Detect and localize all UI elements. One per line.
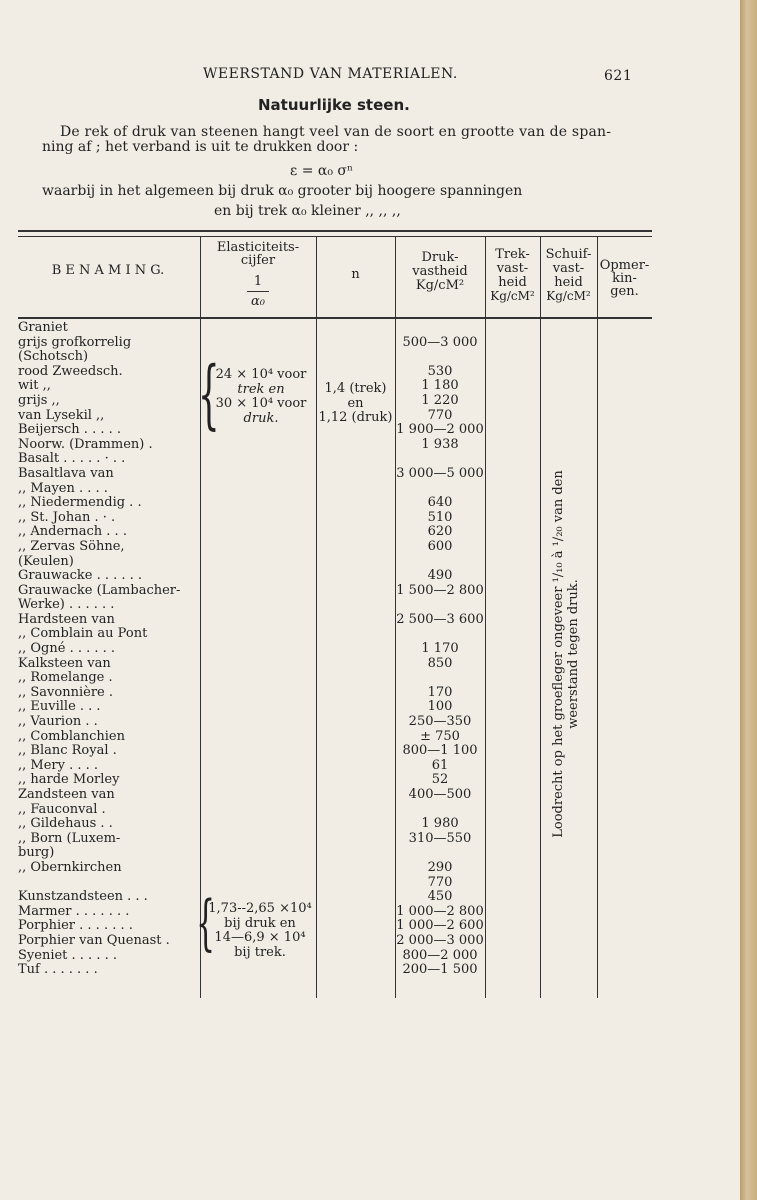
stone-name: Porphier van Quenast . [18,932,170,948]
section-title: Natuurlijke steen. [258,96,410,114]
stone-name: ,, Romelange . [18,670,113,686]
stone-name: ,, Euville . . . [18,699,101,715]
druk-value: 400—500 [408,787,472,802]
druk-value: 61 [431,757,449,773]
stone-name: burg) [18,845,55,861]
elasticiteit-granite: 24 × 10⁴ voor trek en 30 × 10⁴ voor druk. [215,367,307,426]
druk-value: 250—350 [408,714,472,730]
schuifvastheid-note: Loodrecht op het groefleger ongeveer ¹/₁₀ à ¹/₂₀ van den weerstand tegen druk. [551,470,581,838]
stone-name: ,, Mayen . . . . [18,480,108,496]
stone-name: ,, Vaurion . . [18,714,98,730]
stone-name: ,, Ogné . . . . . . [18,641,116,657]
stone-name: Basalt . . . . . · . . [18,451,126,467]
druk-value: 450 [427,889,453,905]
druk-value: ± 750 [420,728,460,744]
stone-name: ,, Niedermendig . . [18,495,142,511]
druk-value: 770 [427,407,453,423]
druk-value: 52 [431,772,449,788]
stone-name: ,, Savonnière . [18,684,113,700]
druk-value: 1 170 [421,641,459,657]
druk-value: 1 500—2 800 [396,582,484,598]
col-divider [597,236,598,998]
stone-name: Marmer . . . . . . . [18,903,130,919]
druk-value: 310—550 [408,830,472,846]
stone-name: ,, Mery . . . . [18,757,99,773]
stone-name: Kunstzandsteen . . . [18,889,148,905]
druk-value: 170 [427,684,453,700]
stone-name: (Schotsch) [18,349,89,365]
header-elasticiteit: Elasticiteits- cijfer 1 α₀ [216,240,300,309]
header-n: n [351,267,360,282]
druk-value: 1 938 [421,436,459,452]
stone-name: ,, St. Johan . · . [18,509,116,525]
druk-value: 290 [427,859,453,875]
stone-name: ,, Gildehaus . . [18,816,113,832]
stone-name: Hardsteen van [18,611,115,627]
stone-names-column [18,321,200,978]
header-schuifvastheid: Schuif- vast- heid Kg/cM² [545,247,592,303]
druk-value [395,452,485,467]
stone-name: Noorw. (Drammen) . [18,436,153,452]
druk-value: 1 980 [421,816,459,832]
druk-value: 1 000—2 600 [396,918,484,934]
table-top-rule-thin [18,236,652,237]
stone-name: ,, Andernach . . . [18,524,127,540]
druk-value [395,321,485,336]
col-divider [200,236,201,998]
drukvastheid-column [395,321,485,978]
stone-name [18,876,200,891]
druk-value: 2 000—3 000 [396,932,484,948]
header-trekvastheid: Trek- vast- heid Kg/cM² [490,247,535,303]
header-opmerkingen: Opmer- kin- gen. [599,258,650,299]
druk-value: 2 500—3 600 [396,611,484,627]
table-top-rule [18,230,652,232]
druk-value [395,350,485,365]
druk-value: 770 [427,874,453,890]
intro-line-2: ning af ; het verband is uit te drukken door : [42,139,359,155]
druk-value [395,555,485,570]
table-header-rule [18,317,652,319]
druk-value: 620 [427,524,453,540]
druk-value: 1 000—2 800 [396,903,484,919]
stone-name: Grauwacke . . . . . . [18,568,143,584]
stone-name: grijs grofkorrelig [18,334,132,350]
stone-name: ,, Comblain au Pont [18,626,148,642]
stone-name: Porphier . . . . . . . [18,918,133,934]
druk-value [395,671,485,686]
druk-value: 510 [427,509,453,525]
stone-name: Kalksteen van [18,655,111,671]
druk-value: 200—1 500 [402,962,478,978]
druk-value [395,482,485,497]
druk-value [395,846,485,861]
druk-value [395,803,485,818]
druk-value: 1 900—2 000 [396,422,484,438]
formula: ε = α₀ σⁿ [290,163,354,179]
n-granite: 1,4 (trek) en 1,12 (druk) [318,381,393,426]
druk-value: 530 [427,363,453,379]
stone-name: ,, Comblanchien [18,728,125,744]
druk-value: 800—2 000 [402,947,478,963]
stone-name: wit ,, [18,378,51,394]
stone-name: ,, Blanc Royal . [18,743,117,759]
druk-value: 640 [427,495,453,511]
stone-name: Beijersch . . . . . [18,422,121,438]
elasticiteit-kunstzandsteen: 1,73--2,65 ×10⁴ bij druk en 14—6,9 × 10⁴ bij trek. [208,901,312,960]
druk-value: 600 [427,538,453,554]
intro-line-4: en bij trek α₀ kleiner ,, ,, ,, [214,203,401,219]
stone-name: ,, Zervas Söhne, [18,538,125,554]
stone-name: Graniet [18,320,68,335]
druk-value: 500—3 000 [402,334,478,350]
druk-value: 3 000—5 000 [396,465,484,481]
druk-value: 1 180 [421,378,459,394]
druk-value: 850 [427,655,453,671]
druk-value [395,627,485,642]
col-divider [540,236,541,998]
stone-name: ,, harde Morley [18,772,120,788]
stone-name: Tuf . . . . . . . [18,962,98,978]
brace: { [196,889,216,959]
stone-name: ,, Obernkirchen [18,859,122,875]
page-edge [740,0,757,1200]
stone-name: Werke) . . . . . . [18,597,115,613]
header-benaming: B E N A M I N G. [51,263,165,278]
druk-value: 100 [427,699,453,715]
stone-name: grijs ,, [18,392,60,408]
intro-line-3: waarbij in het algemeen bij druk α₀ grooter bij hoogere spanningen [42,183,523,199]
druk-value: 1 220 [421,392,459,408]
druk-value [395,598,485,613]
stone-name: Zandsteen van [18,787,115,802]
running-title: WEERSTAND VAN MATERIALEN. [203,66,458,82]
druk-value: 800—1 100 [402,743,478,759]
stone-name: Basaltlava van [18,465,114,481]
header-drukvastheid: Druk- vastheid Kg/cM² [412,250,468,293]
druk-value: 490 [427,568,453,584]
col-divider [485,236,486,998]
stone-name: ,, Fauconval . [18,801,106,817]
page-number: 621 [604,68,633,84]
col-divider [316,236,317,998]
brace: { [198,352,220,440]
stone-name: (Keulen) [18,553,74,569]
stone-name: ,, Born (Luxem- [18,830,121,846]
stone-name: rood Zweedsch. [18,363,123,379]
stone-name: van Lysekil ,, [18,407,105,423]
stone-name: Grauwacke (Lambacher- [18,582,181,598]
intro-line-1: De rek of druk van steenen hangt veel van de soort en grootte van de span- [60,124,612,140]
stone-name: Syeniet . . . . . . [18,947,117,963]
